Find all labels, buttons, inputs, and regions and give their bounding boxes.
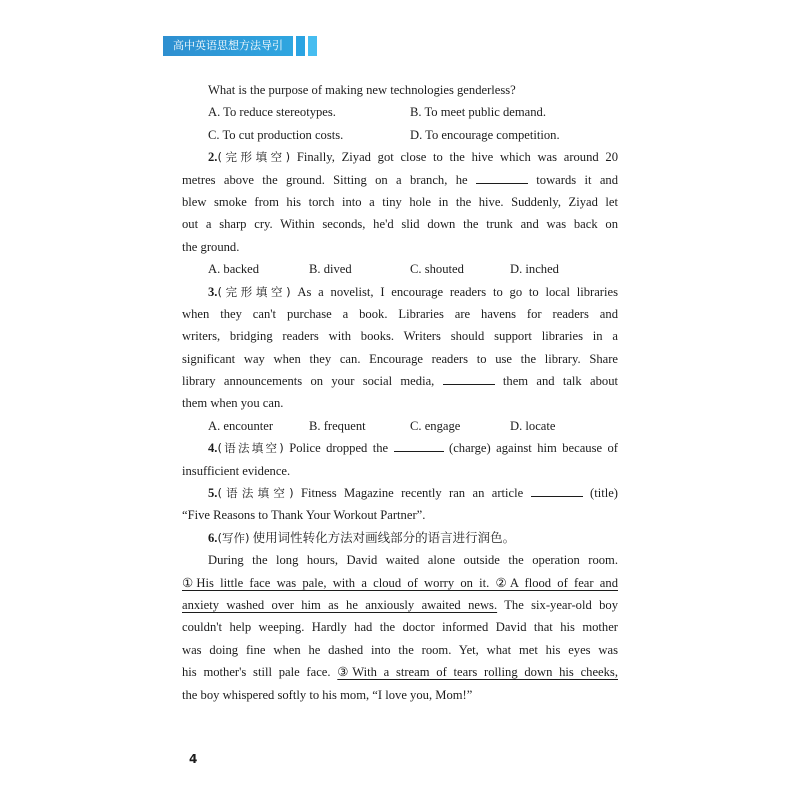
q3-tag: (完形填空) [217,284,291,299]
q5-line-1: 5.(语法填空) Fitness Magazine recently ran an article (title) [182,482,618,504]
q3-line-3: writers, bridging readers with books. Writers should support libraries in a [182,329,618,344]
q6-instruction: 使用词性转化方法对画线部分的语言进行润色。 [252,529,516,545]
q6-passage-line-6: his mother's still pale face. ③With a stream of tears rolling down his cheeks, [182,665,618,680]
q3-line-6: them when you can. [182,396,284,411]
underlined-text: anxiety washed over him as he anxiously awaited news. [182,597,498,612]
q1-option-c: C. To cut production costs. [208,127,344,142]
q6-passage-line-1: During the long hours, David waited alone outside the operation room. [208,553,618,568]
q3-option-a: A. encounter [208,418,274,433]
page-number: 4 [189,752,198,766]
q3-option-c: C. engage [410,418,461,433]
q3-blank [443,371,495,385]
header-accent-block [296,36,305,56]
q2-option-a: A. backed [208,262,260,277]
q6-tag: (写作) [217,530,250,545]
q3-options [182,415,618,437]
q3-option-b: B. frequent [309,418,366,433]
underlined-text: ③With a stream of tears rolling down his cheeks, [337,665,618,680]
page-content [182,79,618,706]
q3-line-1: 3.(完形填空) As a novelist, I encourage readers to go to local libraries [208,284,618,299]
q5-blank [531,483,583,497]
q5-line-2: “Five Reasons to Thank Your Workout Partner”. [182,508,426,523]
q6-passage-line-2 [182,572,618,594]
q1-option-a: A. To reduce stereotypes. [208,105,336,120]
q2-line-1: 2.(完形填空) Finally, Ziyad got close to the hive which was around 20 [208,150,618,165]
q4-tag: (语法填空) [217,441,284,456]
q6-passage-line-3: anxiety washed over him as he anxiously awaited news. The six-year-old boy [182,597,618,612]
q2-line-5: the ground. [182,239,240,254]
q6-passage-line-5: was doing fine when he dashed into the room. Yet, what met his eyes was [182,642,618,657]
q2-line-4: out a sharp cry. Within seconds, he'd slid down the trunk and was back on [182,217,618,232]
q2-option-c: C. shouted [410,262,464,277]
q2-line-3: blew smoke from his torch into a tiny hole in the hive. Suddenly, Ziyad let [182,194,618,209]
q1-options-row-1 [182,101,618,123]
q2-option-b: B. dived [309,262,352,277]
q4-line-1: 4.(语法填空) Police dropped the (charge) against him because of [182,437,618,459]
q4-blank [394,438,444,452]
q2-tag: (完形填空) [217,150,291,165]
header-banner [163,36,293,56]
q4-number: 4. [208,441,218,456]
q2-options [182,258,618,280]
q3-line-5: library announcements on your social media, them and talk about [182,370,618,392]
q6-passage-line-4: couldn't help weeping. Hardly had the doctor informed David that his mother [182,620,618,635]
q5-number: 5. [208,486,218,501]
q1-options-row-2 [182,124,618,146]
q1-option-d: D. To encourage competition. [410,127,560,142]
q4-line-2: insufficient evidence. [182,463,291,478]
q3-option-d: D. locate [510,418,556,433]
header-accent-block [308,36,317,56]
q3-line-2: when they can't purchase a book. Libraries are havens for readers and [182,306,618,321]
q2-number: 2. [208,150,218,165]
q1-option-b: B. To meet public demand. [410,105,546,120]
underlined-text: ①His little face was pale, with a cloud of worry on it. ②A flood of fear and [182,575,618,590]
q3-number: 3. [208,284,218,299]
q2-option-d: D. inched [510,262,559,277]
q3-line-4: significant way when they can. Encourage readers to use the library. Share [182,351,618,366]
q6-number: 6. [208,530,218,545]
q6-line-1 [182,527,618,549]
header-title: 高中英语思想方法导引 [173,39,283,52]
q2-blank [476,170,528,184]
q2-line-2: metres above the ground. Sitting on a branch, he towards it and [182,169,618,191]
q1-question: What is the purpose of making new technologies genderless? [208,83,516,97]
q6-passage-line-7: the boy whispered softly to his mom, “I love you, Mom!” [182,687,473,702]
q5-tag: (语法填空) [217,486,294,501]
